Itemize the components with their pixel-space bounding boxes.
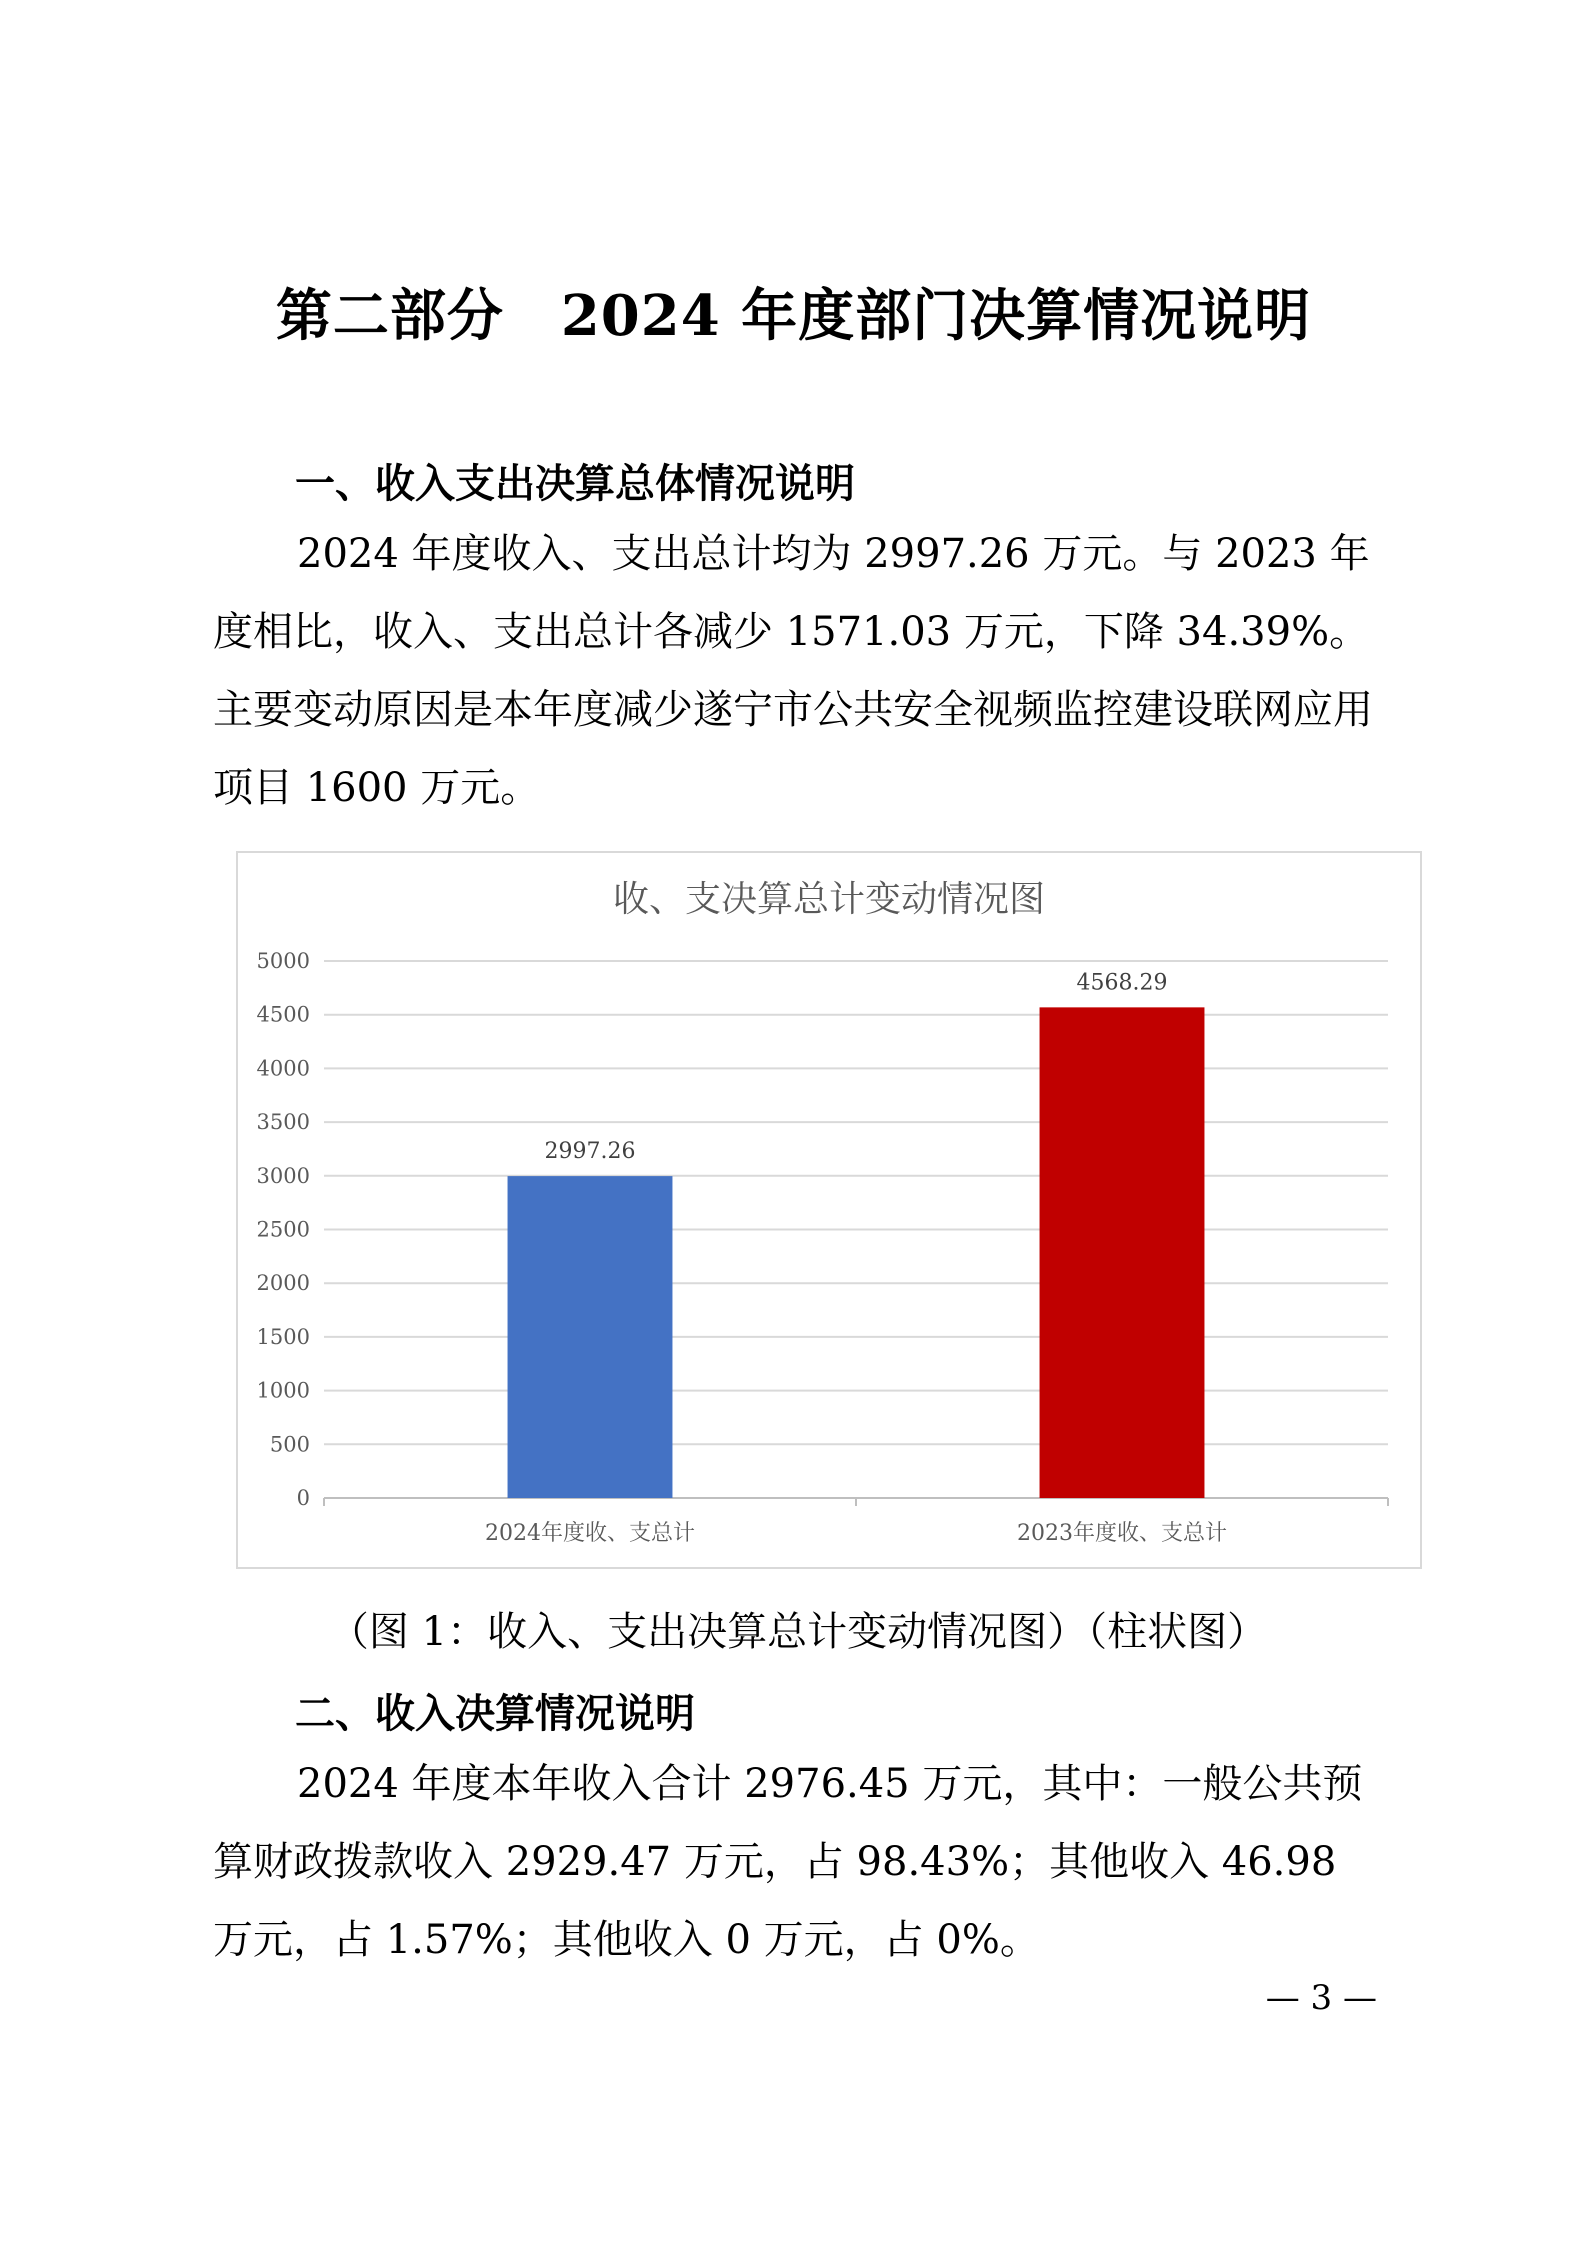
figure-caption: （图 1：收入、支出决算总计变动情况图）（柱状图） (328, 1609, 1268, 1655)
y-tick-label: 0 (296, 1486, 310, 1510)
x-tick-label: 2024年度收、支总计 (485, 1521, 695, 1546)
section-2-paragraph: 2024 年度本年收入合计 2976.45 万元，其中：一般公共预算财政拨款收入 2929.47 万元，占 98.43%；其他收入 46.98 万元，占 1.57%；其他收入 0 万元，占 0%。 (213, 1761, 1363, 1963)
bar-chart (236, 851, 1422, 1569)
y-tick-label: 2000 (256, 1271, 310, 1296)
section-1-heading: 一、收入支出决算总体情况说明 (295, 461, 855, 507)
y-tick-label: 2500 (256, 1217, 310, 1242)
y-tick-label: 500 (269, 1432, 310, 1457)
x-tick-label: 2023年度收、支总计 (1017, 1521, 1227, 1546)
y-tick-label: 4500 (256, 1002, 310, 1027)
y-tick-label: 5000 (256, 949, 310, 973)
section-1-paragraph: 2024 年度收入、支出总计均为 2997.26 万元。与 2023 年度相比，收入、支出总计各减少 1571.03 万元，下降 34.39%。主要变动原因是本年度减少遂宁市公共安全视频监控建设联网应用项目 1600 万元。 (213, 531, 1373, 811)
chart-title: 收、支决算总计变动情况图 (612, 879, 1045, 920)
y-tick-label: 3000 (256, 1163, 310, 1188)
data-label: 4568.29 (1076, 970, 1168, 996)
bar (1040, 1007, 1205, 1498)
chart-plot (238, 853, 1420, 1567)
page-number: — 3 — (1265, 1978, 1377, 2018)
y-tick-label: 1000 (256, 1378, 310, 1403)
page-title: 第二部分 2024 年度部门决算情况说明 (275, 283, 1312, 349)
section-2-heading: 二、收入决算情况说明 (295, 1691, 695, 1737)
bar (508, 1176, 673, 1498)
y-tick-label: 1500 (256, 1324, 310, 1349)
y-tick-label: 3500 (256, 1110, 310, 1135)
y-tick-label: 4000 (256, 1056, 310, 1081)
data-label: 2997.26 (544, 1139, 636, 1165)
